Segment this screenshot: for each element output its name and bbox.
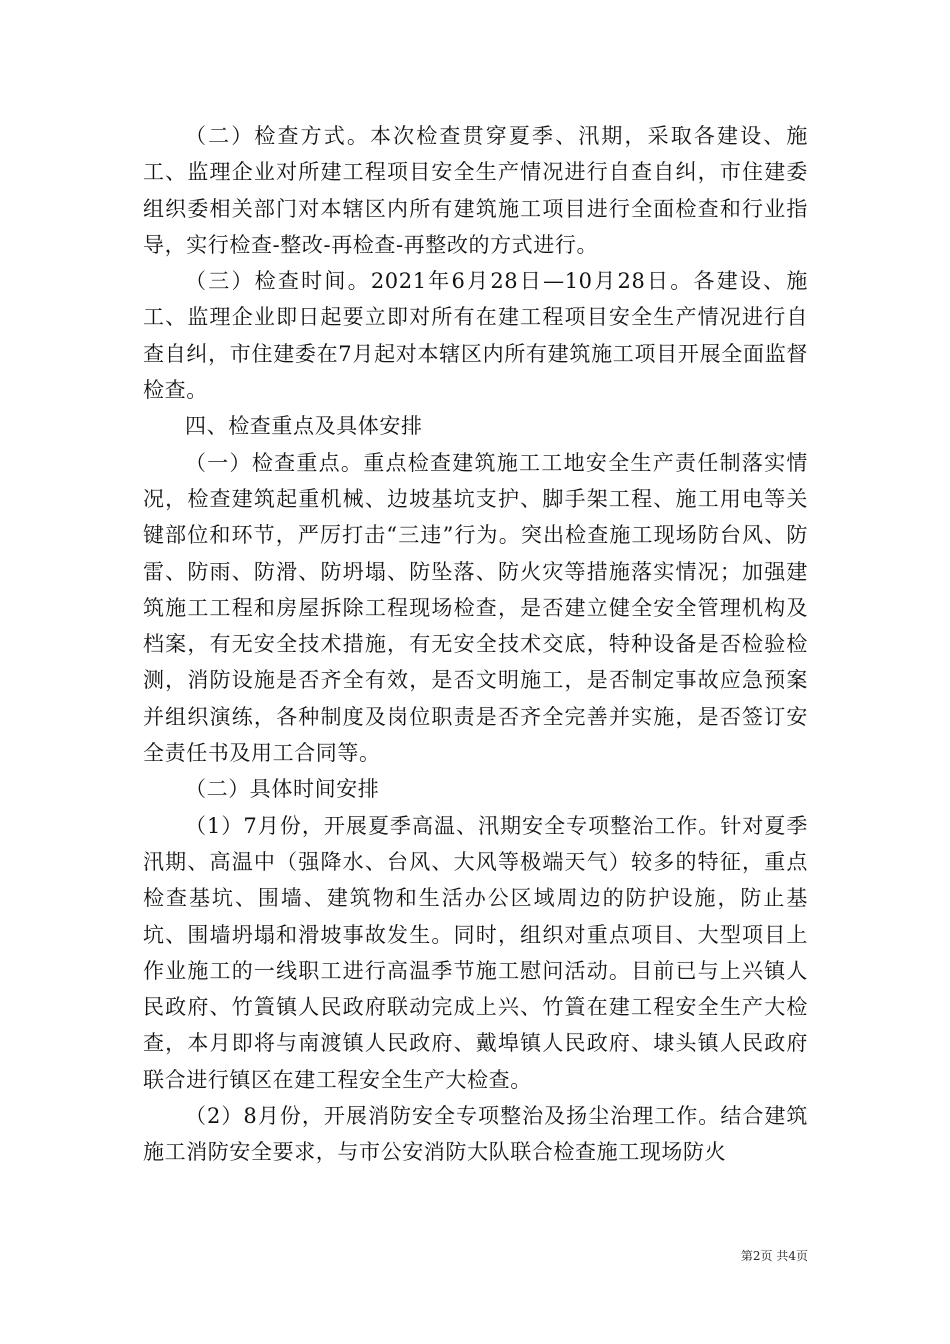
- paragraph-inspection-method: （二）检查方式。本次检查贯穿夏季、汛期，采取各建设、施工、监理企业对所建工程项目安全生产情况进行自查自纠，市住建委组织委相关部门对本辖区内所有建筑施工项目进行全面检查和行业指导，实行检查-整改-再检查-再整改的方式进行。: [143, 124, 808, 257]
- paragraph-inspection-focus: （一）检查重点。重点检查建筑施工工地安全生产责任制落实情况，检查建筑起重机械、边坡基坑支护、脚手架工程、施工用电等关键部位和环节，严厉打击“三违”行为。突出检查施工现场防台风、防雷、防雨、防滑、防坍塌、防坠落、防火灾等措施落实情况；加强建筑施工工程和房屋拆除工程现场检查，是否建立健全安全管理机构及档案，有无安全技术措施，有无安全技术交底，特种设备是否检验检测，消防设施是否齐全有效，是否文明施工，是否制定事故应急预案并组织演练，各种制度及岗位职责是否齐全完善并实施，是否签订安全责任书及用工合同等。: [143, 450, 808, 766]
- paragraph-inspection-time: （三）检查时间。2021年6月28日—10月28日。各建设、施工、监理企业即日起要立即对所有在建工程项目安全生产情况进行自查自纠，市住建委在7月起对本辖区内所有建筑施工项目开展全面监督检查。: [143, 269, 808, 403]
- subheading-schedule: （二）具体时间安排: [185, 777, 380, 802]
- paragraph-july-plan: （1）7月份，开展夏季高温、汛期安全专项整治工作。针对夏季汛期、高温中（强降水、台风、大风等极端天气）较多的特征，重点检查基坑、围墙、建筑物和生活办公区域周边的防护设施，防止基坑、围墙坍塌和滑坡事故发生。同时，组织对重点项目、大型项目上作业施工的一线职工进行高温季节施工慰问活动。目前已与上兴镇人民政府、竹篢镇人民政府联动完成上兴、竹篢在建工程安全生产大检查，本月即将与南渡镇人民政府、戴埠镇人民政府、埭头镇人民政府联合进行镇区在建工程安全生产大检查。: [143, 813, 808, 1092]
- document-body: [143, 118, 808, 1171]
- paragraph-august-plan: （2）8月份，开展消防安全专项整治及扬尘治理工作。结合建筑施工消防安全要求，与市公安消防大队联合检查施工现场防火: [143, 1104, 808, 1165]
- page-number: 第2页 共4页: [740, 1249, 808, 1263]
- section-heading-key-points: 四、检查重点及具体安排: [185, 414, 423, 439]
